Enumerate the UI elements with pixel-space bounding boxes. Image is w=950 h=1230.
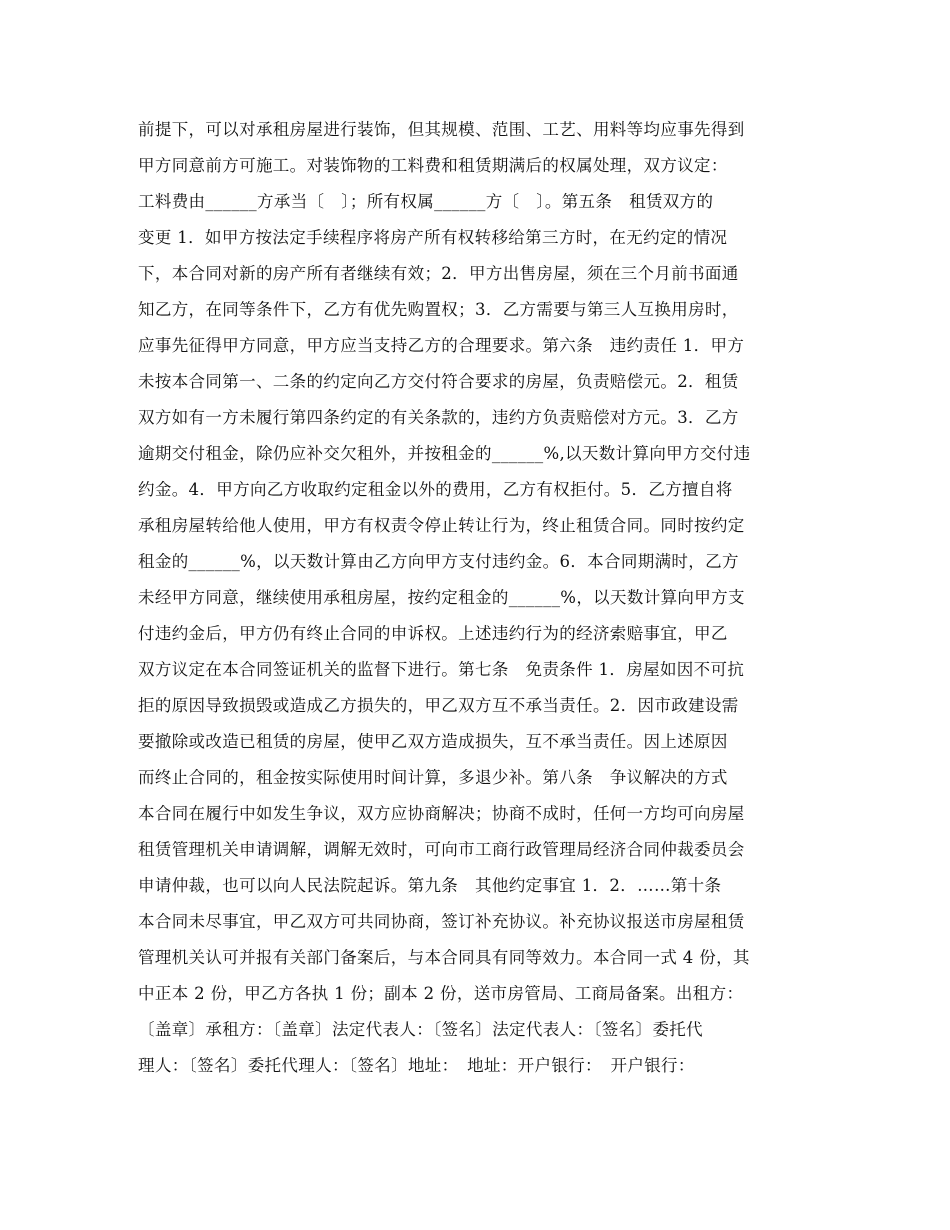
text-line: 逾期交付租金，除仍应补交欠租外，并按租金的______%,以天数计算向甲方交付违 xyxy=(138,444,751,463)
text-line: 中正本 2 份，甲乙方各执 1 份；副本 2 份，送市房管局、工商局备案。出租方： xyxy=(138,984,744,1003)
text-line: 未经甲方同意，继续使用承租房屋，按约定租金的______%，以天数计算向甲方支 xyxy=(138,588,745,607)
text-line: 承租房屋转给他人使用，甲方有权责令停止转让行为，终止租赁合同。同时按约定 xyxy=(138,516,745,535)
text-line: 租金的______%，以天数计算由乙方向甲方支付违约金。6．本合同期满时，乙方 xyxy=(138,552,739,571)
text-line: 下，本合同对新的房产所有者继续有效；2．甲方出售房屋，须在三个月前书面通 xyxy=(138,264,739,283)
text-line: 甲方同意前方可施工。对装饰物的工料费和租赁期满后的权属处理，双方议定： xyxy=(138,156,728,175)
text-line: 应事先征得甲方同意，甲方应当支持乙方的合理要求。第六条 违约责任 1．甲方 xyxy=(138,336,745,355)
text-line: 约金。4．甲方向乙方收取约定租金以外的费用，乙方有权拒付。5．乙方擅自将 xyxy=(138,480,733,499)
text-line: 工料费由______方承当〔 〕；所有权属______方〔 〕。第五条 租赁双方的 xyxy=(138,192,714,211)
text-line: 未按本合同第一、二条的约定向乙方交付符合要求的房屋，负责赔偿元。2．租赁 xyxy=(138,372,739,391)
text-line: 本合同在履行中如发生争议，双方应协商解决；协商不成时，任何一方均可向房屋 xyxy=(138,804,745,823)
text-line: 要撤除或改造已租赁的房屋，使甲乙双方造成损失，互不承当责任。因上述原因 xyxy=(138,732,728,751)
text-line: 申请仲裁，也可以向人民法院起诉。第九条 其他约定事宜 1．2．……第十条 xyxy=(138,876,722,895)
text-line: 管理机关认可并报有关部门备案后，与本合同具有同等效力。本合同一式 4 份，其 xyxy=(138,948,750,967)
text-line: 租赁管理机关申请调解，调解无效时，可向市工商行政管理局经济合同仲裁委员会 xyxy=(138,840,745,859)
text-line: 本合同未尽事宜，甲乙双方可共同协商，签订补充协议。补充协议报送市房屋租赁 xyxy=(138,912,745,931)
text-line: 而终止合同的，租金按实际使用时间计算，多退少补。第八条 争议解决的方式 xyxy=(138,768,728,787)
text-line: 付违约金后，甲方仍有终止合同的申诉权。上述违约行为的经济索赔事宜，甲乙 xyxy=(138,624,728,643)
text-line: 知乙方，在同等条件下，乙方有优先购置权；3．乙方需要与第三人互换用房时， xyxy=(138,300,739,319)
text-line: 理人：〔签名〕委托代理人：〔签名〕地址： 地址：开户银行： 开户银行： xyxy=(138,1056,695,1075)
text-line: 拒的原因导致损毁或造成乙方损失的，甲乙双方互不承当责任。2．因市政建设需 xyxy=(138,696,739,715)
text-line: 前提下，可以对承租房屋进行装饰，但其规模、范围、工艺、用料等均应事先得到 xyxy=(138,120,745,139)
text-line: 双方如有一方未履行第四条约定的有关条款的，违约方负责赔偿对方元。3．乙方 xyxy=(138,408,739,427)
text-line: 双方议定在本合同签证机关的监督下进行。第七条 免责条件 1．房屋如因不可抗 xyxy=(138,660,745,679)
contract-text-block xyxy=(138,112,808,1084)
text-line: 〔盖章〕承租方：〔盖章〕法定代表人：〔签名〕法定代表人：〔签名〕委托代 xyxy=(138,1020,703,1039)
text-line: 变更 1．如甲方按法定手续程序将房产所有权转移给第三方时，在无约定的情况 xyxy=(138,228,728,247)
